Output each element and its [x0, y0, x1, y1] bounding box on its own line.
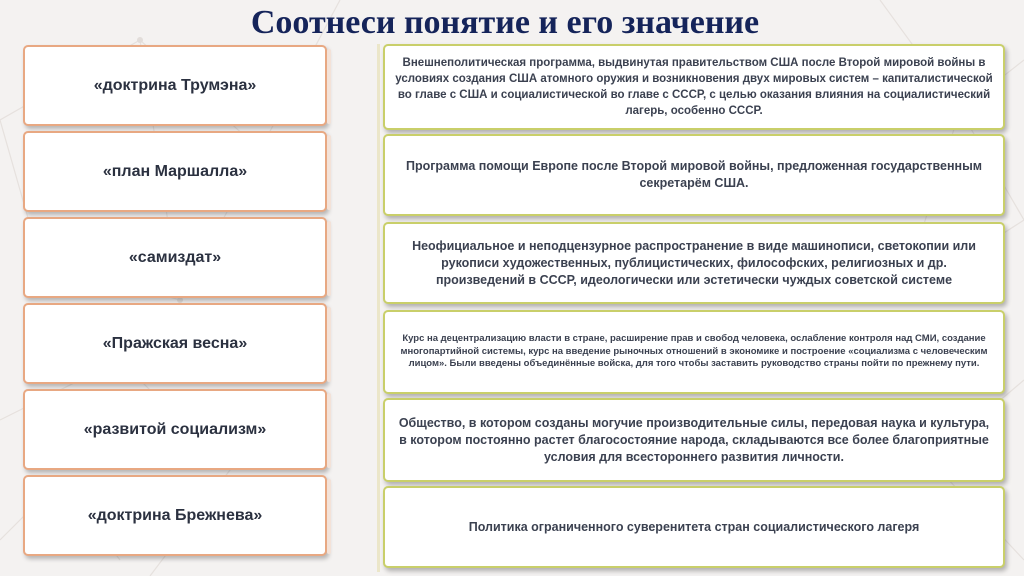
definition-card-2[interactable]	[383, 134, 1005, 216]
definition-card-1[interactable]	[383, 44, 1005, 130]
term-card-samizdat[interactable]	[23, 217, 327, 298]
definition-card-5[interactable]	[383, 398, 1005, 482]
definition-text: Внешнеполитическая программа, выдвинутая правительством США после Второй мировой войны в условиях создания США атомного оружия и возникновения двух мировых систем – капиталистической во главе с США и социалистической во главе с СССР, с целью оказания влияния на социалистический лагерь, особенно СССР.	[395, 57, 993, 117]
definition-card-4[interactable]	[383, 310, 1005, 394]
term-card-truman[interactable]	[23, 45, 327, 126]
term-card-marshall[interactable]	[23, 131, 327, 212]
definition-card-3[interactable]	[383, 222, 1005, 304]
definition-card-6[interactable]	[383, 486, 1005, 568]
term-label: «план Маршалла»	[102, 162, 248, 180]
definitions-column	[381, 44, 1009, 572]
term-card-prague-spring[interactable]	[23, 303, 327, 384]
page-title: Соотнеси понятие и его значение	[250, 4, 760, 41]
definition-text: Программа помощи Европе после Второй мировой войны, предложенная государственным секретарём США.	[405, 159, 983, 190]
definition-text: Курс на децентрализацию власти в стране, расширение прав и свобод человека, ослабление контроля над СМИ, создание многопартийной системы, курс на введение рыночных отношений в экономике и построение «социализма с человеческим лицом». Были введены объединённые войска, для того чтобы заставить руководство страны пойти по прежнему пути.	[400, 333, 988, 370]
term-label: «развитой социализм»	[83, 420, 267, 438]
term-card-brezhnev[interactable]	[23, 475, 327, 556]
term-label: «доктрина Трумэна»	[93, 76, 257, 94]
definition-text: Общество, в котором созданы могучие производительные силы, передовая наука и культура, в котором постоянно растет благосостояние народа, складываются все более благоприятные условия для всестороннего развития личности.	[398, 415, 990, 464]
term-label: «самиздат»	[128, 248, 222, 266]
term-label: «Пражская весна»	[102, 334, 248, 352]
definition-text: Неофициальное и неподцензурное распространение в виде машинописи, светокопии или рукописи художественных, публицистических, философских, религиозных и др. произведений в СССР, идеологически или эстетически чуждых советской системе	[412, 238, 976, 287]
term-card-developed-socialism[interactable]	[23, 389, 327, 470]
term-label: «доктрина Брежнева»	[87, 506, 263, 524]
definition-text: Политика ограниченного суверенитета стран социалистического лагеря	[468, 519, 920, 534]
